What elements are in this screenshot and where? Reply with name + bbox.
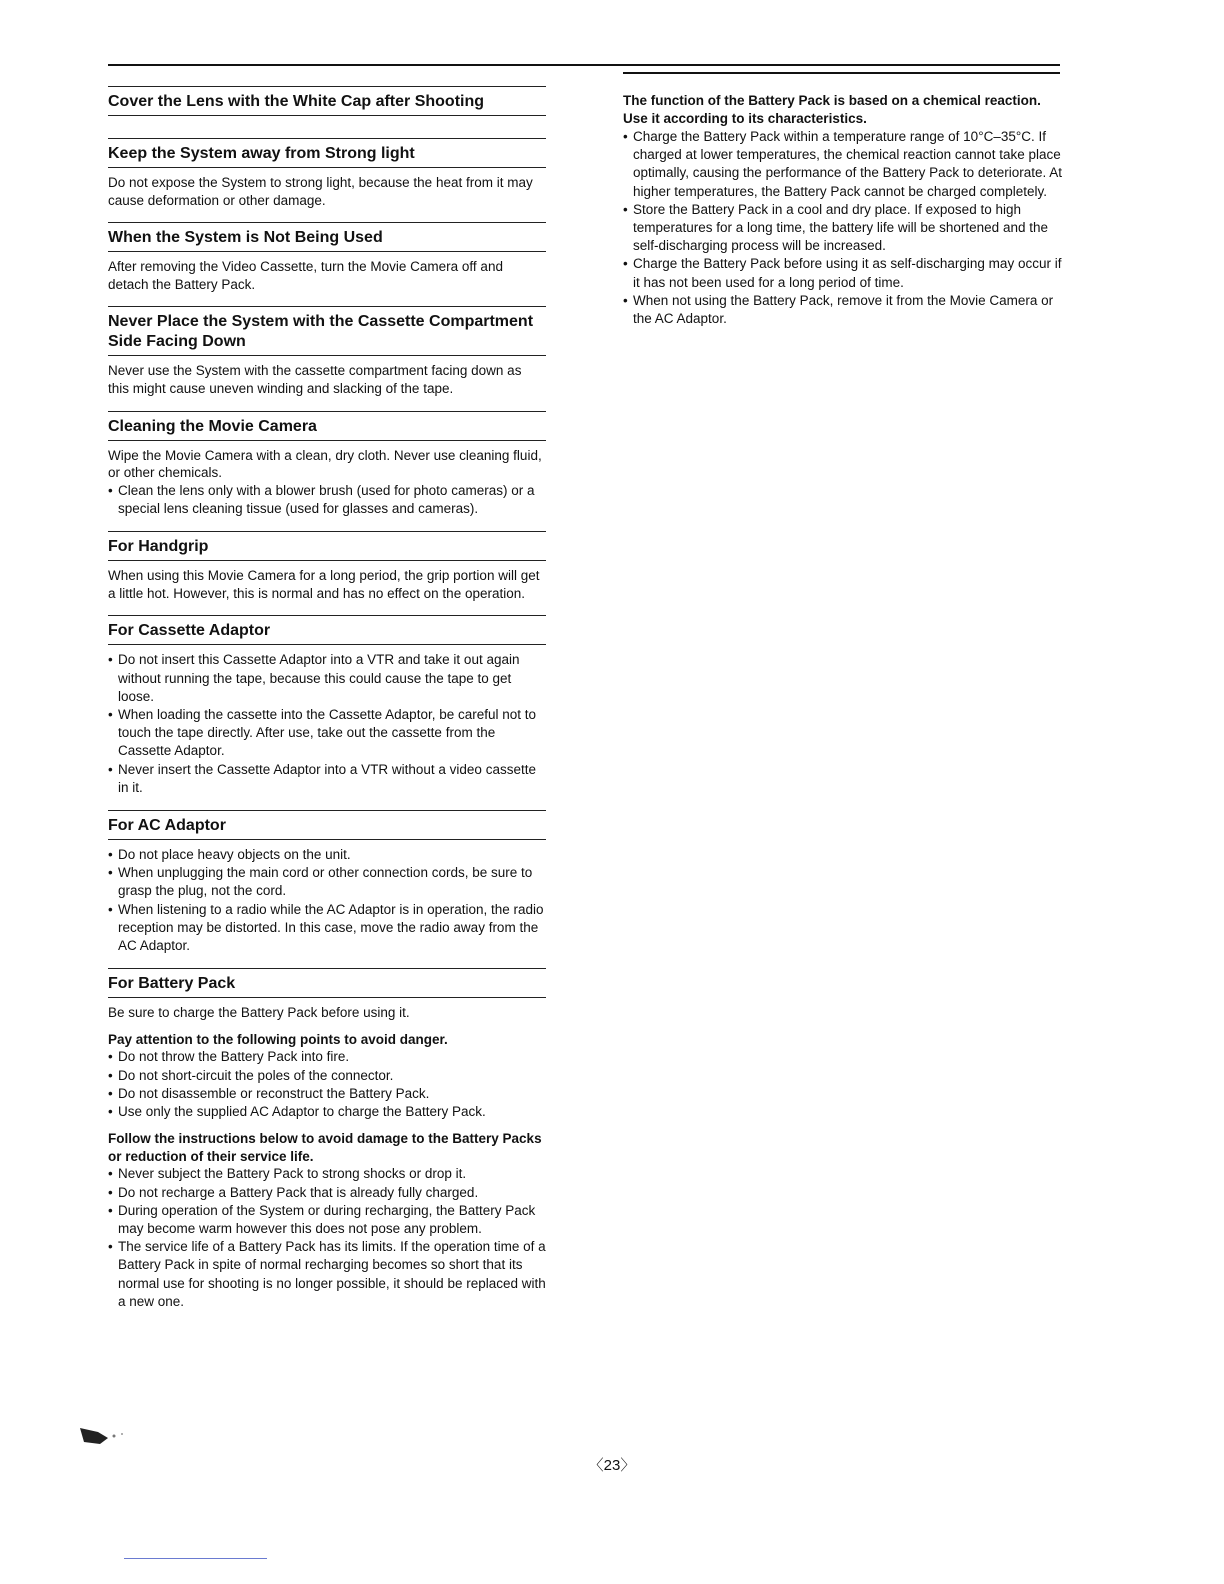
section-title: When the System is Not Being Used <box>108 223 546 252</box>
section-title: For Handgrip <box>108 532 546 561</box>
section-text: Wipe the Movie Camera with a clean, dry cloth. Never use cleaning fluid, or other chemicals. <box>108 447 542 481</box>
bullet-list <box>108 651 546 797</box>
section <box>108 615 546 797</box>
page-number: 〈23〉 <box>588 1457 636 1474</box>
section <box>108 531 546 602</box>
list-item: • Do not insert this Cassette Adaptor into a VTR and take it out again without running the tape, because this could cause the tape to get loose. <box>108 651 546 706</box>
list-item: • Do not place heavy objects on the unit. <box>108 846 546 864</box>
section-text: When using this Movie Camera for a long period, the grip portion will get a little hot. However, this is normal and has no effect on the operation. <box>108 568 540 601</box>
section <box>108 810 546 955</box>
list-item: • When loading the cassette into the Cassette Adaptor, be careful not to touch the tape directly. After use, take out the cassette from the Cassette Adaptor. <box>108 706 546 761</box>
damage-list <box>108 1165 546 1311</box>
section-title: For Battery Pack <box>108 969 546 998</box>
section <box>108 138 546 209</box>
section <box>108 222 546 293</box>
list-item: • The service life of a Battery Pack has its limits. If the operation time of a Battery Pack in spite of normal recharging becomes so short that its normal use for shooting is no longer possible, it should be replaced with a new one. <box>108 1238 546 1311</box>
list-item: • Do not throw the Battery Pack into fire. <box>108 1048 546 1066</box>
battery-pack-section <box>108 968 546 1311</box>
list-item: • Do not disassemble or reconstruct the Battery Pack. <box>108 1085 546 1103</box>
section-title: For Cassette Adaptor <box>108 616 546 645</box>
section-title: Cleaning the Movie Camera <box>108 412 546 441</box>
list-item: • Clean the lens only with a blower brush (used for photo cameras) or a special lens cleaning tissue (used for glasses and cameras). <box>108 482 546 518</box>
list-item: • Never subject the Battery Pack to strong shocks or drop it. <box>108 1165 546 1183</box>
list-item: • Use only the supplied AC Adaptor to charge the Battery Pack. <box>108 1103 546 1121</box>
bullet-list <box>108 482 546 518</box>
right-column <box>623 92 1063 328</box>
scan-edge-line <box>124 1558 267 1559</box>
list-item: • When unplugging the main cord or other connection cords, be sure to grasp the plug, not the cord. <box>108 864 546 900</box>
scan-mark-icon <box>78 1424 134 1448</box>
section-title: Keep the System away from Strong light <box>108 139 546 168</box>
list-item: • Do not recharge a Battery Pack that is already fully charged. <box>108 1184 546 1202</box>
top-rule <box>108 64 1060 66</box>
list-item: • Charge the Battery Pack within a temperature range of 10°C–35°C. If charged at lower temperatures, the chemical reaction cannot take place optimally, causing the performance of the Battery Pack to deteriorate. At higher temperatures, the Battery Pack cannot be charged completely. <box>623 128 1063 201</box>
list-item: • Store the Battery Pack in a cool and dry place. If exposed to high temperatures for a long time, the battery life will be shortened and the self-discharging process will be increased. <box>623 201 1063 256</box>
section-text: Do not expose the System to strong light, because the heat from it may cause deformation or other damage. <box>108 175 533 208</box>
damage-heading: Follow the instructions below to avoid damage to the Battery Packs or reduction of their service life. <box>108 1131 542 1164</box>
battery-function-heading: The function of the Battery Pack is based on a chemical reaction. Use it according to its characteristics. <box>623 93 1041 126</box>
list-item: • During operation of the System or during recharging, the Battery Pack may become warm however this does not pose any problem. <box>108 1202 546 1238</box>
list-item: • Charge the Battery Pack before using it as self-discharging may occur if it has not been used for a long period of time. <box>623 255 1063 291</box>
section-title: Never Place the System with the Cassette Compartment Side Facing Down <box>108 307 546 356</box>
list-item: • When listening to a radio while the AC Adaptor is in operation, the radio reception may be distorted. In this case, move the radio away from the AC Adaptor. <box>108 901 546 956</box>
list-item: • When not using the Battery Pack, remove it from the Movie Camera or the AC Adaptor. <box>623 292 1063 328</box>
right-header-rule <box>623 72 1060 74</box>
list-item: • Do not short-circuit the poles of the connector. <box>108 1067 546 1085</box>
battery-characteristics-list <box>623 128 1063 328</box>
bullet-list <box>108 846 546 955</box>
section-title: Cover the Lens with the White Cap after Shooting <box>108 87 546 116</box>
section <box>108 86 546 116</box>
danger-list <box>108 1048 546 1121</box>
left-column <box>108 86 546 1324</box>
section-text: After removing the Video Cassette, turn the Movie Camera off and detach the Battery Pack. <box>108 259 503 292</box>
section <box>108 411 546 519</box>
section <box>108 306 546 397</box>
list-item: • Never insert the Cassette Adaptor into a VTR without a video cassette in it. <box>108 761 546 797</box>
section-title: For AC Adaptor <box>108 811 546 840</box>
danger-heading: Pay attention to the following points to avoid danger. <box>108 1031 448 1047</box>
battery-intro: Be sure to charge the Battery Pack before using it. <box>108 1005 410 1021</box>
section-text: Never use the System with the cassette compartment facing down as this might cause uneven winding and slacking of the tape. <box>108 363 522 396</box>
